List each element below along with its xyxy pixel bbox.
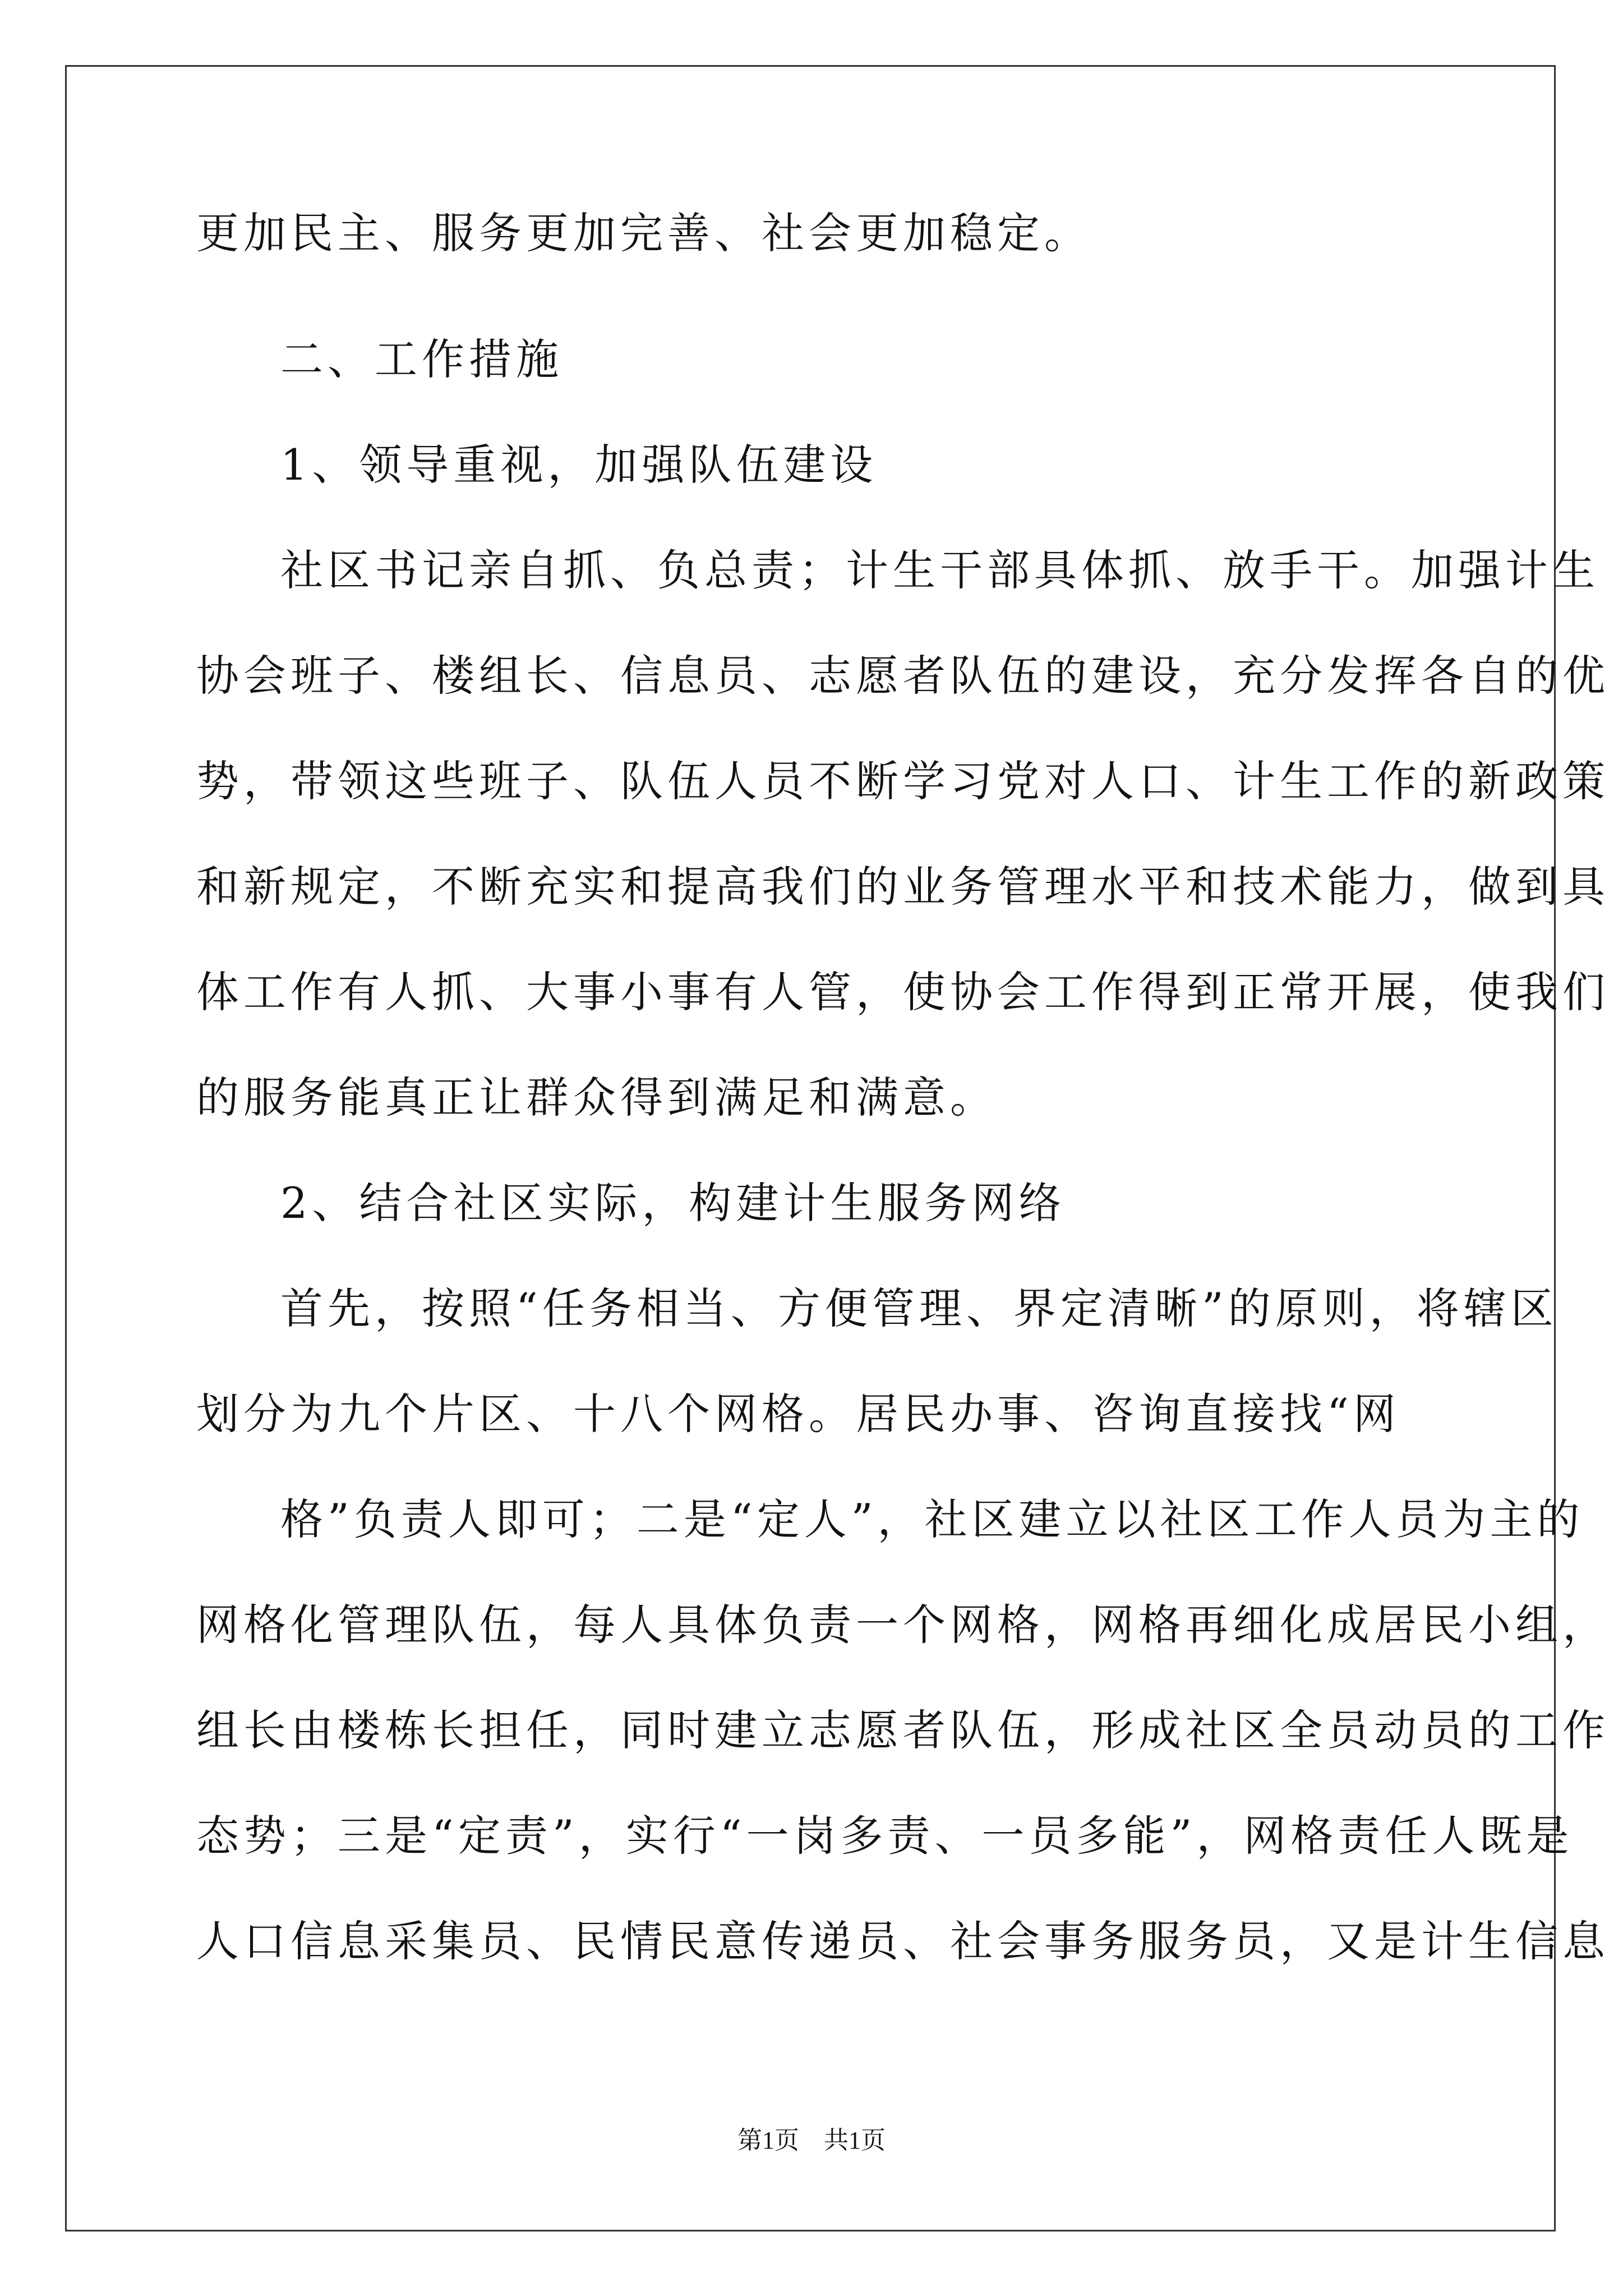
text-line: 人口信息采集员、民情民意传递员、社会事务服务员，又是计生信息 <box>196 1916 1610 1966</box>
subsection-heading: 2、结合社区实际，构建计生服务网络 <box>280 1178 1066 1228</box>
text-line: 网格化管理队伍，每人具体负责一个网格，网格再细化成居民小组， <box>196 1600 1610 1650</box>
text-line: 划分为九个片区、十八个网格。居民办事、咨询直接找“网 <box>196 1389 1400 1439</box>
text-line: 的服务能真正让群众得到满足和满意。 <box>196 1073 997 1122</box>
page-border <box>65 65 1556 2231</box>
text-line: 体工作有人抓、大事小事有人管，使协会工作得到正常开展，使我们 <box>196 967 1610 1017</box>
text-line: 势，带领这些班子、队伍人员不断学习党对人口、计生工作的新政策 <box>196 756 1610 806</box>
text-line: 格”负责人即可；二是“定人”，社区建立以社区工作人员为主的 <box>280 1494 1584 1544</box>
text-line: 态势；三是“定责”，实行“一岗多责、一员多能”，网格责任人既是 <box>196 1811 1574 1861</box>
subsection-heading: 1、领导重视，加强队伍建设 <box>280 440 878 490</box>
page-number: 第1页 共1页 <box>737 2127 886 2154</box>
text-line: 首先，按照“任务相当、方便管理、界定清晰”的原则，将辖区 <box>280 1283 1558 1333</box>
text-line: 组长由楼栋长担任，同时建立志愿者队伍，形成社区全员动员的工作 <box>196 1705 1610 1755</box>
section-heading: 二、工作措施 <box>280 334 563 384</box>
text-line: 和新规定，不断充实和提高我们的业务管理水平和技术能力，做到具 <box>196 862 1610 912</box>
text-line: 更加民主、服务更加完善、社会更加稳定。 <box>196 208 1091 258</box>
text-line: 协会班子、楼组长、信息员、志愿者队伍的建设，充分发挥各自的优 <box>196 651 1610 701</box>
text-line: 社区书记亲自抓、负总责；计生干部具体抓、放手干。加强计生 <box>280 545 1599 595</box>
